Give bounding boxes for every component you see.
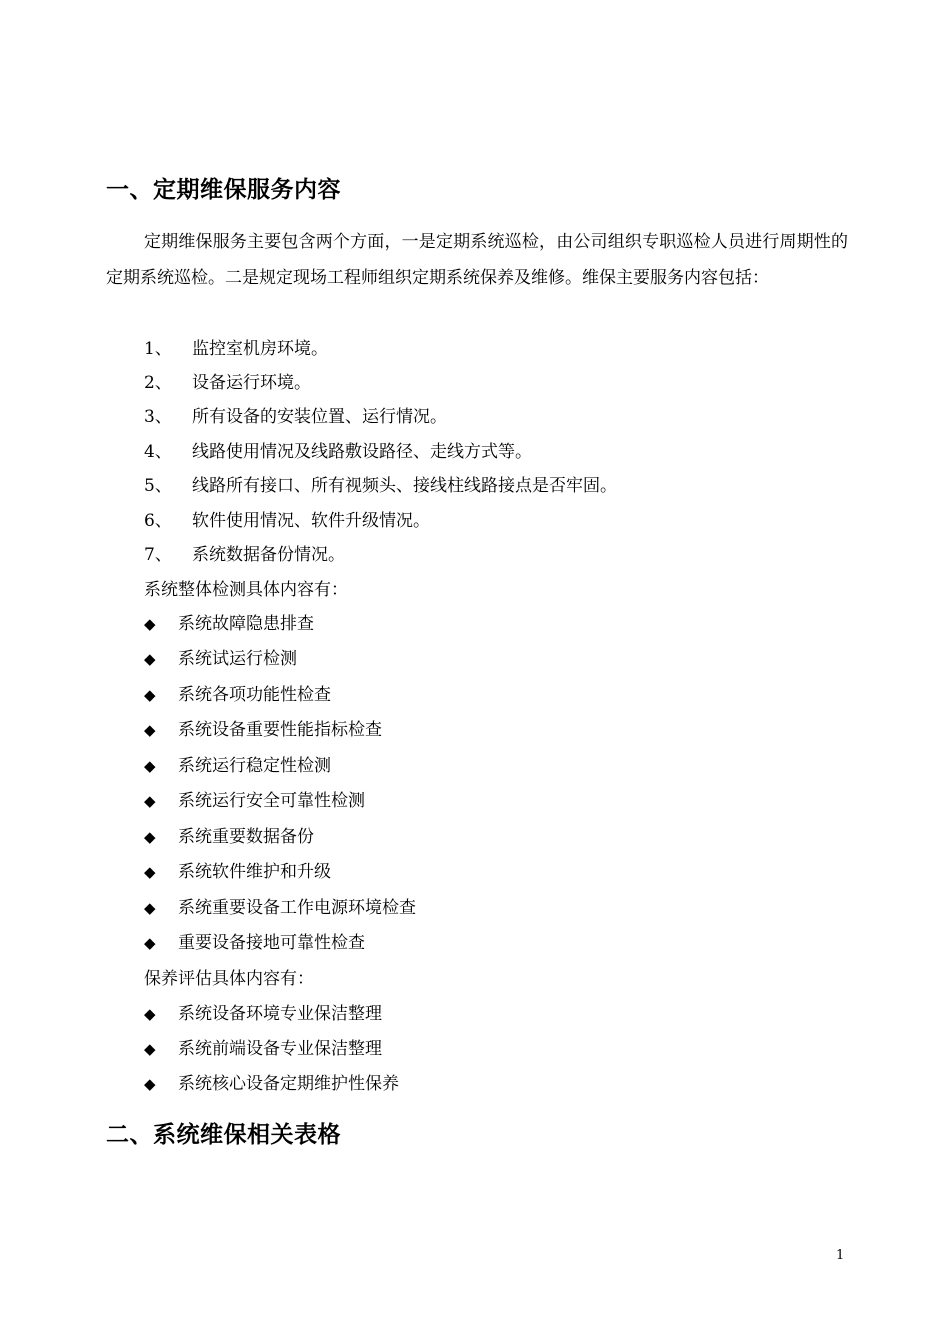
list-item-text: 所有设备的安装位置、运行情况。 xyxy=(192,407,447,427)
bullet-item-text: 系统设备重要性能指标检查 xyxy=(178,720,382,740)
bullet-item-text: 系统重要设备工作电源环境检查 xyxy=(178,898,416,918)
bullet-item xyxy=(144,684,331,706)
list-item xyxy=(144,441,532,463)
bullet-item xyxy=(144,755,331,777)
bullet-item xyxy=(144,1003,382,1025)
bullet-item-text: 系统设备环境专业保洁整理 xyxy=(178,1004,382,1024)
list-item-text: 设备运行环境。 xyxy=(192,373,311,393)
page-number: 1 xyxy=(836,1248,845,1263)
bullet-item xyxy=(144,790,365,812)
bullet-item-text: 系统核心设备定期维护性保养 xyxy=(178,1074,399,1094)
bullet-item-text: 系统运行安全可靠性检测 xyxy=(178,791,365,811)
list-item-number: 1、 xyxy=(144,339,172,359)
diamond-bullet-icon: ◆ xyxy=(144,1075,156,1093)
list-item-number: 5、 xyxy=(144,476,172,496)
diamond-bullet-icon: ◆ xyxy=(144,792,156,810)
list-item xyxy=(144,406,447,428)
list-item-number: 7、 xyxy=(144,545,172,565)
bullet-item xyxy=(144,897,416,919)
bullet-item-text: 系统重要数据备份 xyxy=(178,827,314,847)
list-item-text: 线路所有接口、所有视频头、接线柱线路接点是否牢固。 xyxy=(192,476,617,496)
list-item xyxy=(144,544,345,566)
section-2-heading: 二、系统维保相关表格 xyxy=(106,1122,341,1148)
diamond-bullet-icon: ◆ xyxy=(144,863,156,881)
list-item-text: 线路使用情况及线路敷设路径、走线方式等。 xyxy=(192,442,532,462)
list-item-number: 2、 xyxy=(144,373,172,393)
list-item-text: 监控室机房环境。 xyxy=(192,339,328,359)
bullet-item xyxy=(144,932,365,954)
bullet-item xyxy=(144,1038,382,1060)
diamond-bullet-icon: ◆ xyxy=(144,686,156,704)
bullet-item-text: 重要设备接地可靠性检查 xyxy=(178,933,365,953)
diamond-bullet-icon: ◆ xyxy=(144,757,156,775)
bullet-item xyxy=(144,826,314,848)
diamond-bullet-icon: ◆ xyxy=(144,1005,156,1023)
bullet-item-text: 系统试运行检测 xyxy=(178,649,297,669)
maintenance-section-label: 保养评估具体内容有： xyxy=(144,969,314,989)
diamond-bullet-icon: ◆ xyxy=(144,721,156,739)
bullet-item xyxy=(144,613,314,635)
bullet-item-text: 系统运行稳定性检测 xyxy=(178,756,331,776)
bullet-item-text: 系统软件维护和升级 xyxy=(178,862,331,882)
diamond-bullet-icon: ◆ xyxy=(144,828,156,846)
bullet-item xyxy=(144,1073,399,1095)
list-item-text: 软件使用情况、软件升级情况。 xyxy=(192,511,430,531)
list-item-number: 4、 xyxy=(144,442,172,462)
bullet-item-text: 系统各项功能性检查 xyxy=(178,685,331,705)
list-item xyxy=(144,372,311,394)
list-item-number: 6、 xyxy=(144,511,172,531)
list-item xyxy=(144,338,328,360)
diamond-bullet-icon: ◆ xyxy=(144,934,156,952)
section-1-heading: 一、定期维保服务内容 xyxy=(106,177,341,203)
list-item xyxy=(144,475,617,497)
bullet-item xyxy=(144,648,297,670)
diamond-bullet-icon: ◆ xyxy=(144,615,156,633)
check-section-label: 系统整体检测具体内容有： xyxy=(144,580,348,600)
bullet-item xyxy=(144,719,382,741)
diamond-bullet-icon: ◆ xyxy=(144,1040,156,1058)
bullet-item xyxy=(144,861,331,883)
section-1-intro: 定期维保服务主要包含两个方面，一是定期系统巡检，由公司组织专职巡检人员进行周期性的定期系统巡检。二是规定现场工程师组织定期系统保养及维修。维保主要服务内容包括： xyxy=(106,232,848,288)
list-item xyxy=(144,510,430,532)
list-item-text: 系统数据备份情况。 xyxy=(192,545,345,565)
bullet-item-text: 系统故障隐患排查 xyxy=(178,614,314,634)
diamond-bullet-icon: ◆ xyxy=(144,899,156,917)
list-item-number: 3、 xyxy=(144,407,172,427)
bullet-item-text: 系统前端设备专业保洁整理 xyxy=(178,1039,382,1059)
diamond-bullet-icon: ◆ xyxy=(144,650,156,668)
